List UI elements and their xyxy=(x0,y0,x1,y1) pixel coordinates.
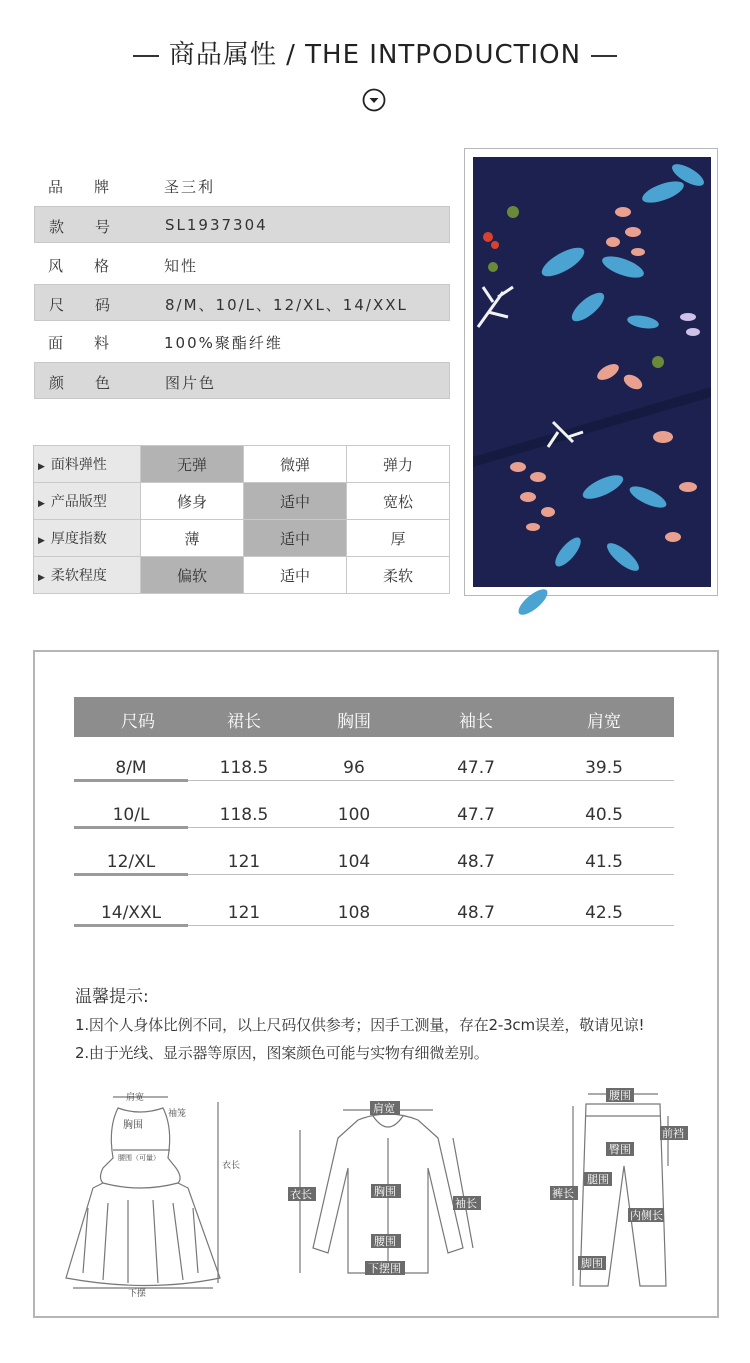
section-title-text: 商品属性 / THE INTPODUCTION xyxy=(168,40,582,70)
shirt-waist-label: 腰围 xyxy=(374,1235,396,1248)
shirt-hem-label: 下摆围 xyxy=(368,1262,401,1275)
section-title xyxy=(0,34,750,71)
dress-shoulder-label: 肩宽 xyxy=(126,1093,145,1103)
pants-rise-label: 前裆 xyxy=(662,1127,684,1140)
pants-outseam-label: 裤长 xyxy=(552,1187,574,1200)
attr-row-style-no: 款 号 SL1937304 xyxy=(34,206,450,243)
feature-option: 适中 xyxy=(244,520,347,557)
attr-row-style: 风 格 知性 xyxy=(48,257,199,275)
triangle-right-icon: ▶ xyxy=(38,462,45,472)
feature-option: 宽松 xyxy=(347,483,450,520)
size-header-cell: 尺码 xyxy=(121,712,155,732)
feature-row-elasticity: ▶ 面料弹性 无弹 微弹 弹力 xyxy=(34,446,450,483)
feature-option: 柔软 xyxy=(347,557,450,594)
triangle-right-icon: ▶ xyxy=(38,499,45,509)
triangle-right-icon: ▶ xyxy=(38,573,45,583)
table-row: 8/M 118.5 96 47.7 39.5 xyxy=(74,758,674,784)
dress-sleeve-label: 袖笼 xyxy=(168,1109,187,1119)
feature-option: 无弹 xyxy=(141,446,244,483)
size-header-cell: 袖长 xyxy=(459,712,493,732)
size-header-cell: 肩宽 xyxy=(587,712,621,732)
shirt-bust-label: 胸围 xyxy=(374,1185,396,1198)
dress-hem-label: 下摆 xyxy=(128,1289,147,1299)
title-dash-left xyxy=(133,55,159,57)
attr-value: 圣三利 xyxy=(164,178,216,196)
feature-option: 修身 xyxy=(141,483,244,520)
table-row: 10/L 118.5 100 47.7 40.5 xyxy=(74,805,674,831)
tip-line-2: 2.由于光线、显示器等原因，图案颜色可能与实物有细微差别。 xyxy=(75,1044,489,1062)
feature-option: 适中 xyxy=(244,483,347,520)
size-header-cell: 胸围 xyxy=(337,712,371,732)
attr-row-color: 颜 色 图片色 xyxy=(34,362,450,399)
feature-grid xyxy=(33,445,450,594)
table-row: 12/XL 121 104 48.7 41.5 xyxy=(74,852,674,878)
feature-row-fit: ▶ 产品版型 修身 适中 宽松 xyxy=(34,483,450,520)
pants-thigh-label: 腿围 xyxy=(587,1173,609,1186)
size-header-cell: 裙长 xyxy=(227,712,261,732)
pants-waist-label: 腰围 xyxy=(609,1089,631,1102)
shirt-diagram xyxy=(288,1098,488,1278)
pants-hip-label: 臀围 xyxy=(609,1143,631,1156)
feature-option: 偏软 xyxy=(141,557,244,594)
pants-diagram xyxy=(548,1086,693,1296)
title-dash-right xyxy=(591,55,617,57)
attr-value: 100%聚酯纤维 xyxy=(164,334,283,352)
shirt-sleeve-label: 袖长 xyxy=(455,1197,477,1210)
feature-row-softness: ▶ 柔软程度 偏软 适中 柔软 xyxy=(34,557,450,594)
pants-inseam-label: 内侧长 xyxy=(630,1209,663,1222)
chevron-down-circle-icon xyxy=(362,88,386,112)
feature-option: 适中 xyxy=(244,557,347,594)
feature-option: 薄 xyxy=(141,520,244,557)
dress-diagram xyxy=(58,1088,241,1299)
attr-value: SL1937304 xyxy=(165,216,268,234)
table-row: 14/XXL 121 108 48.7 42.5 xyxy=(74,903,674,929)
tip-line-1: 1.因个人身体比例不同，以上尺码仅供参考；因手工测量，存在2-3cm误差，敬请见谅! xyxy=(75,1016,645,1034)
attr-row-brand: 品 牌 圣三利 xyxy=(48,178,216,196)
attr-value: 8/M、10/L、12/XL、14/XXL xyxy=(165,296,408,314)
feature-option: 弹力 xyxy=(347,446,450,483)
feature-option: 厚 xyxy=(347,520,450,557)
shirt-shoulder-label: 肩宽 xyxy=(373,1102,395,1115)
fabric-photo xyxy=(473,157,711,587)
pants-foot-label: 脚围 xyxy=(581,1257,603,1270)
feature-row-thickness: ▶ 厚度指数 薄 适中 厚 xyxy=(34,520,450,557)
triangle-right-icon: ▶ xyxy=(38,536,45,546)
shirt-length-label: 衣长 xyxy=(290,1188,312,1201)
attr-row-fabric: 面 料 100%聚酯纤维 xyxy=(48,334,283,352)
tips-title: 温馨提示: xyxy=(75,987,149,1007)
attr-value: 图片色 xyxy=(165,374,217,392)
dress-length-label: 衣长 xyxy=(222,1161,241,1171)
attr-row-size: 尺 码 8/M、10/L、12/XL、14/XXL xyxy=(34,284,450,321)
dress-bust-label: 胸围 xyxy=(123,1120,143,1131)
dress-waist-label: 腰围（可量） xyxy=(118,1154,160,1162)
attr-value: 知性 xyxy=(164,257,199,275)
size-table-header xyxy=(74,697,674,737)
feature-option: 微弹 xyxy=(244,446,347,483)
